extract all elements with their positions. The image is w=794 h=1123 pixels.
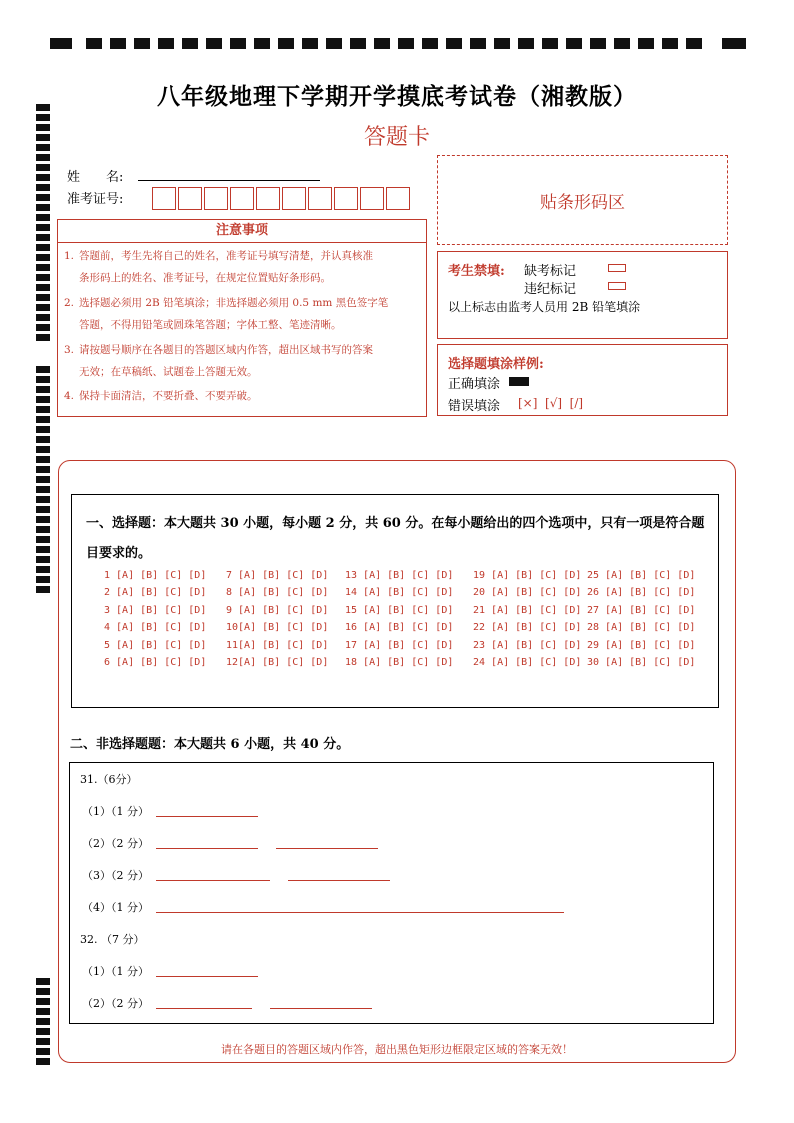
q31-3-answer-line-a[interactable]: [156, 880, 270, 881]
wrong-fill-label: 错误填涂: [448, 399, 501, 414]
mc-instruction: 一、选择题：本大题共 30 小题，每小题 2 分，共 60 分。在每小题给出的四个选项中，只有一项是符合题目要求的。: [86, 516, 705, 561]
absent-mark-box[interactable]: [608, 264, 626, 272]
non-choice-section: [69, 762, 714, 1024]
notice-item-3: 3. 请按题号顺序在各题目的答题区域内作答，超出区域书写的答案 无效；在草稿纸、试题卷上答题无效。: [64, 344, 373, 378]
exam-title: 八年级地理下学期开学摸底考试卷（湘教版）: [157, 83, 637, 110]
q31-label: 31.（6分）: [80, 773, 138, 786]
fill-sample-box: [437, 344, 728, 416]
correct-fill-label: 正确填涂: [448, 377, 501, 392]
non-choice-title: 二、非选择题题：本大题共 6 小题，共 40 分。: [70, 737, 350, 752]
violation-mark-box[interactable]: [608, 282, 626, 290]
sample-title: 选择题填涂样例:: [448, 357, 544, 372]
q32-1-answer-line[interactable]: [156, 976, 258, 977]
notice-item-4: 4. 保持卡面清洁，不要折叠、不要弄破。: [64, 390, 258, 402]
examiner-only-box: [437, 251, 728, 339]
q32-1-label: （1）（1 分）: [82, 965, 149, 978]
notice-item-2: 2. 选择题必须用 2B 铅笔填涂；非选择题必须用 0.5 mm 黑色签字笔 答题，不得用铅笔或圆珠笔答题；字体工整、笔迹清晰。: [64, 297, 389, 331]
q31-1-answer-line[interactable]: [156, 816, 258, 817]
absent-label: 缺考标记: [524, 264, 577, 279]
q32-2-answer-line-a[interactable]: [156, 1008, 252, 1009]
q32-2-label: （2）（2 分）: [82, 997, 149, 1010]
violation-label: 违纪标记: [524, 282, 577, 297]
footer-warning: 请在各题目的答题区域内作答，超出黑色矩形边框限定区域的答案无效！: [221, 1043, 573, 1056]
q31-2-answer-line-b[interactable]: [276, 848, 378, 849]
name-input-line[interactable]: [138, 180, 320, 181]
exam-id-boxes[interactable]: [152, 187, 412, 210]
notice-item-1: 1. 答题前，考生先将自己的姓名，准考证号填写清楚，并认真核准 条形码上的姓名、准考证号，在规定位置贴好条形码。: [64, 250, 373, 284]
wrong-fill-marks: [×] [√] [/]: [518, 396, 584, 410]
barcode-area: 贴条形码区: [437, 155, 728, 245]
q31-3-answer-line-b[interactable]: [288, 880, 390, 881]
mc-column-5[interactable]: 25 [A] [B] [C] [D] 26 [A] [B] [C] [D] 27 [A] [B] [C] [D] 28 [A] [B] [C] [D] 29 [A] [B] [C] [D] 30 [A] [B] [C] [D]: [587, 570, 696, 668]
name-label: 姓 名:: [67, 170, 124, 185]
mc-column-2[interactable]: 7 [A] [B] [C] [D] 8 [A] [B] [C] [D] 9 [A] [B] [C] [D] 10[A] [B] [C] [D] 11[A] [B] [C] [D] 12[A] [B] [C] [D]: [226, 570, 329, 668]
q31-2-label: （2）（2 分）: [82, 837, 149, 850]
ban-note: 以上标志由监考人员用 2B 铅笔填涂: [448, 300, 641, 314]
mc-column-4[interactable]: 19 [A] [B] [C] [D] 20 [A] [B] [C] [D] 21 [A] [B] [C] [D] 22 [A] [B] [C] [D] 23 [A] [B] [C] [D] 24 [A] [B] [C] [D]: [473, 570, 582, 668]
q31-4-label: （4）（1 分）: [82, 901, 149, 914]
exam-id-label: 准考证号:: [67, 192, 124, 207]
q31-2-answer-line-a[interactable]: [156, 848, 258, 849]
mc-column-1[interactable]: 1 [A] [B] [C] [D] 2 [A] [B] [C] [D] 3 [A] [B] [C] [D] 4 [A] [B] [C] [D] 5 [A] [B] [C] [D] 6 [A] [B] [C] [D]: [104, 570, 207, 668]
q31-4-answer-line[interactable]: [156, 912, 564, 913]
q31-3-label: （3）（2 分）: [82, 869, 149, 882]
q31-1-label: （1）（1 分）: [82, 805, 149, 818]
q32-label: 32. （7 分）: [80, 933, 145, 946]
q32-2-answer-line-b[interactable]: [270, 1008, 372, 1009]
ban-title: 考生禁填:: [448, 264, 505, 279]
top-timing-marks: [50, 38, 746, 52]
mc-column-3[interactable]: 13 [A] [B] [C] [D] 14 [A] [B] [C] [D] 15 [A] [B] [C] [D] 16 [A] [B] [C] [D] 17 [A] [B] [C] [D] 18 [A] [B] [C] [D]: [345, 570, 454, 668]
answer-sheet-subtitle: 答题卡: [363, 125, 430, 150]
correct-fill-mark: [509, 377, 529, 386]
notice-box: [57, 219, 427, 417]
notice-title: 注意事项: [58, 220, 426, 243]
multiple-choice-section: [71, 494, 719, 708]
